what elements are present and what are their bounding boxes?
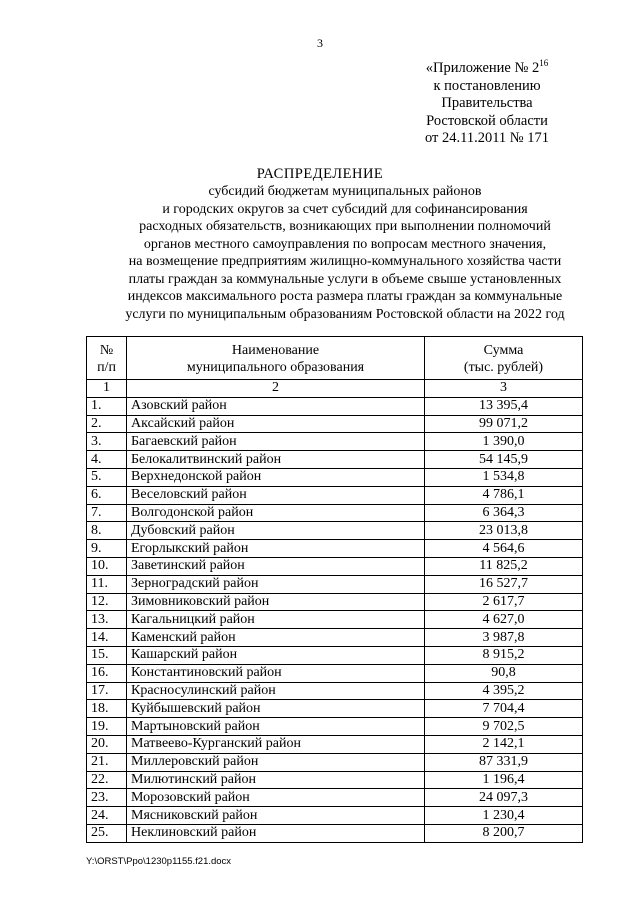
municipality-name: Куйбышевский район — [127, 700, 425, 718]
appendix-superscript: 16 — [539, 58, 549, 68]
municipality-name: Морозовский район — [127, 789, 425, 807]
row-number: 16. — [87, 664, 127, 682]
table-row — [87, 486, 583, 504]
row-number: 4. — [87, 451, 127, 469]
subtitle-line: и городских округов за счет субсидий для софинансирования — [162, 201, 528, 217]
municipality-name: Кашарский район — [127, 646, 425, 664]
row-number: 25. — [87, 824, 127, 842]
row-number: 10. — [87, 557, 127, 575]
subsidy-amount: 13 395,4 — [425, 397, 583, 415]
subsidy-amount: 90,8 — [425, 664, 583, 682]
subtitle-line: расходных обязательств, возникающих при выполнении полномочий — [139, 219, 551, 234]
table-row — [87, 771, 583, 789]
header-number — [87, 337, 127, 380]
table-row — [87, 504, 583, 522]
header-sum-line-1: Сумма — [483, 343, 524, 358]
subsidy-amount: 7 704,4 — [425, 700, 583, 718]
row-number: 19. — [87, 718, 127, 736]
table-row — [87, 718, 583, 736]
table-row — [87, 700, 583, 718]
appendix-line-2: к постановлению — [433, 77, 541, 94]
subsidy-amount: 1 196,4 — [425, 771, 583, 789]
appendix-line-3: Правительства — [441, 95, 533, 111]
file-path-footer: Y:\ORST\Ppo\1230p1155.f21.docx — [86, 856, 232, 867]
table-row — [87, 593, 583, 611]
column-number-1: 1 — [87, 380, 127, 398]
table-row — [87, 575, 583, 593]
header-number-line-2: п/п — [97, 360, 116, 375]
subtitle-line: индексов максимального роста размера платы граждан за коммунальные — [127, 289, 563, 304]
municipality-name: Неклиновский район — [127, 824, 425, 842]
row-number: 20. — [87, 735, 127, 753]
row-number: 6. — [87, 486, 127, 504]
row-number: 7. — [87, 504, 127, 522]
municipality-name: Заветинский район — [127, 557, 425, 575]
appendix-line-5: от 24.11.2011 № 171 — [424, 130, 550, 146]
appendix-line-1 — [392, 60, 582, 78]
table-row — [87, 522, 583, 540]
row-number: 12. — [87, 593, 127, 611]
header-sum — [425, 337, 583, 380]
row-number: 17. — [87, 682, 127, 700]
table-row — [87, 468, 583, 486]
header-name — [127, 337, 425, 380]
subsidy-amount: 8 915,2 — [425, 646, 583, 664]
row-number: 3. — [87, 433, 127, 451]
municipality-name: Волгодонской район — [127, 504, 425, 522]
table-row — [87, 807, 583, 825]
subsidy-amount: 1 534,8 — [425, 468, 583, 486]
row-number: 22. — [87, 771, 127, 789]
document-subtitle — [95, 183, 595, 323]
column-number-row — [87, 380, 583, 398]
table-row — [87, 682, 583, 700]
header-name-line-1: Наименование — [231, 343, 320, 358]
subsidy-amount: 99 071,2 — [425, 415, 583, 433]
municipality-name: Багаевский район — [127, 433, 425, 451]
header-sum-line-2: (тыс. рублей) — [463, 360, 544, 375]
subsidy-amount: 24 097,3 — [425, 789, 583, 807]
row-number: 11. — [87, 575, 127, 593]
table-row — [87, 735, 583, 753]
table-row — [87, 646, 583, 664]
subsidy-amount: 1 230,4 — [425, 807, 583, 825]
row-number: 21. — [87, 753, 127, 771]
subsidy-amount: 54 145,9 — [425, 451, 583, 469]
subsidy-amount: 2 142,1 — [425, 735, 583, 753]
subtitle-line: услуги по муниципальным образованиям Ростовской области на 2022 год — [125, 306, 565, 322]
subsidy-amount: 23 013,8 — [425, 522, 583, 540]
column-number-3: 3 — [425, 380, 583, 398]
subtitle-line: органов местного самоуправления по вопросам местного значения, — [143, 236, 547, 252]
table-row — [87, 753, 583, 771]
distribution-table — [86, 336, 583, 843]
document-title: РАСПРЕДЕЛЕНИЕ — [256, 166, 384, 182]
subsidy-amount: 9 702,5 — [425, 718, 583, 736]
subsidy-amount: 87 331,9 — [425, 753, 583, 771]
subsidy-amount: 8 200,7 — [425, 824, 583, 842]
municipality-name: Матвеево-Курганский район — [127, 735, 425, 753]
municipality-name: Константиновский район — [127, 664, 425, 682]
subsidy-amount: 3 987,8 — [425, 629, 583, 647]
subsidy-amount: 2 617,7 — [425, 593, 583, 611]
column-number-2: 2 — [127, 380, 425, 398]
municipality-name: Дубовский район — [127, 522, 425, 540]
header-name-line-2: муниципального образования — [186, 360, 365, 375]
municipality-name: Верхнедонской район — [127, 468, 425, 486]
appendix-reference — [392, 60, 582, 148]
table-row — [87, 540, 583, 558]
subsidy-amount: 4 564,6 — [425, 540, 583, 558]
table-row — [87, 664, 583, 682]
table-row — [87, 789, 583, 807]
municipality-name: Мартыновский район — [127, 718, 425, 736]
row-number: 14. — [87, 629, 127, 647]
municipality-name: Мясниковский район — [127, 807, 425, 825]
table-header-row — [87, 337, 583, 380]
row-number: 5. — [87, 468, 127, 486]
table-row — [87, 415, 583, 433]
table-row — [87, 557, 583, 575]
municipality-name: Каменский район — [127, 629, 425, 647]
municipality-name: Веселовский район — [127, 486, 425, 504]
subsidy-amount: 16 527,7 — [425, 575, 583, 593]
subsidy-amount: 11 825,2 — [425, 557, 583, 575]
table-row — [87, 629, 583, 647]
appendix-label: «Приложение № 2 — [425, 60, 540, 76]
row-number: 8. — [87, 522, 127, 540]
row-number: 1. — [87, 397, 127, 415]
municipality-name: Азовский район — [127, 397, 425, 415]
subtitle-line: на возмещение предприятиям жилищно-коммунального хозяйства части — [128, 254, 562, 269]
row-number: 18. — [87, 700, 127, 718]
subsidy-amount: 4 395,2 — [425, 682, 583, 700]
page-number: 3 — [317, 36, 323, 50]
subsidy-amount: 1 390,0 — [425, 433, 583, 451]
table-row — [87, 397, 583, 415]
municipality-name: Милютинский район — [127, 771, 425, 789]
subtitle-line: платы граждан за коммунальные услуги в объеме свыше установленных — [128, 271, 562, 287]
row-number: 9. — [87, 540, 127, 558]
municipality-name: Аксайский район — [127, 415, 425, 433]
table-row — [87, 824, 583, 842]
subsidy-amount: 6 364,3 — [425, 504, 583, 522]
municipality-name: Красносулинский район — [127, 682, 425, 700]
table-row — [87, 611, 583, 629]
subsidy-amount: 4 786,1 — [425, 486, 583, 504]
subtitle-line: субсидий бюджетам муниципальных районов — [208, 184, 482, 199]
municipality-name: Зимовниковский район — [127, 593, 425, 611]
row-number: 2. — [87, 415, 127, 433]
row-number: 23. — [87, 789, 127, 807]
municipality-name: Зерноградский район — [127, 575, 425, 593]
subsidy-amount: 4 627,0 — [425, 611, 583, 629]
row-number: 24. — [87, 807, 127, 825]
municipality-name: Миллеровский район — [127, 753, 425, 771]
header-number-line-1: № — [99, 343, 114, 358]
appendix-line-4: Ростовской области — [426, 112, 548, 129]
table-row — [87, 451, 583, 469]
row-number: 15. — [87, 646, 127, 664]
municipality-name: Егорлыкский район — [127, 540, 425, 558]
municipality-name: Белокалитвинский район — [127, 451, 425, 469]
table-row — [87, 433, 583, 451]
municipality-name: Кагальницкий район — [127, 611, 425, 629]
row-number: 13. — [87, 611, 127, 629]
